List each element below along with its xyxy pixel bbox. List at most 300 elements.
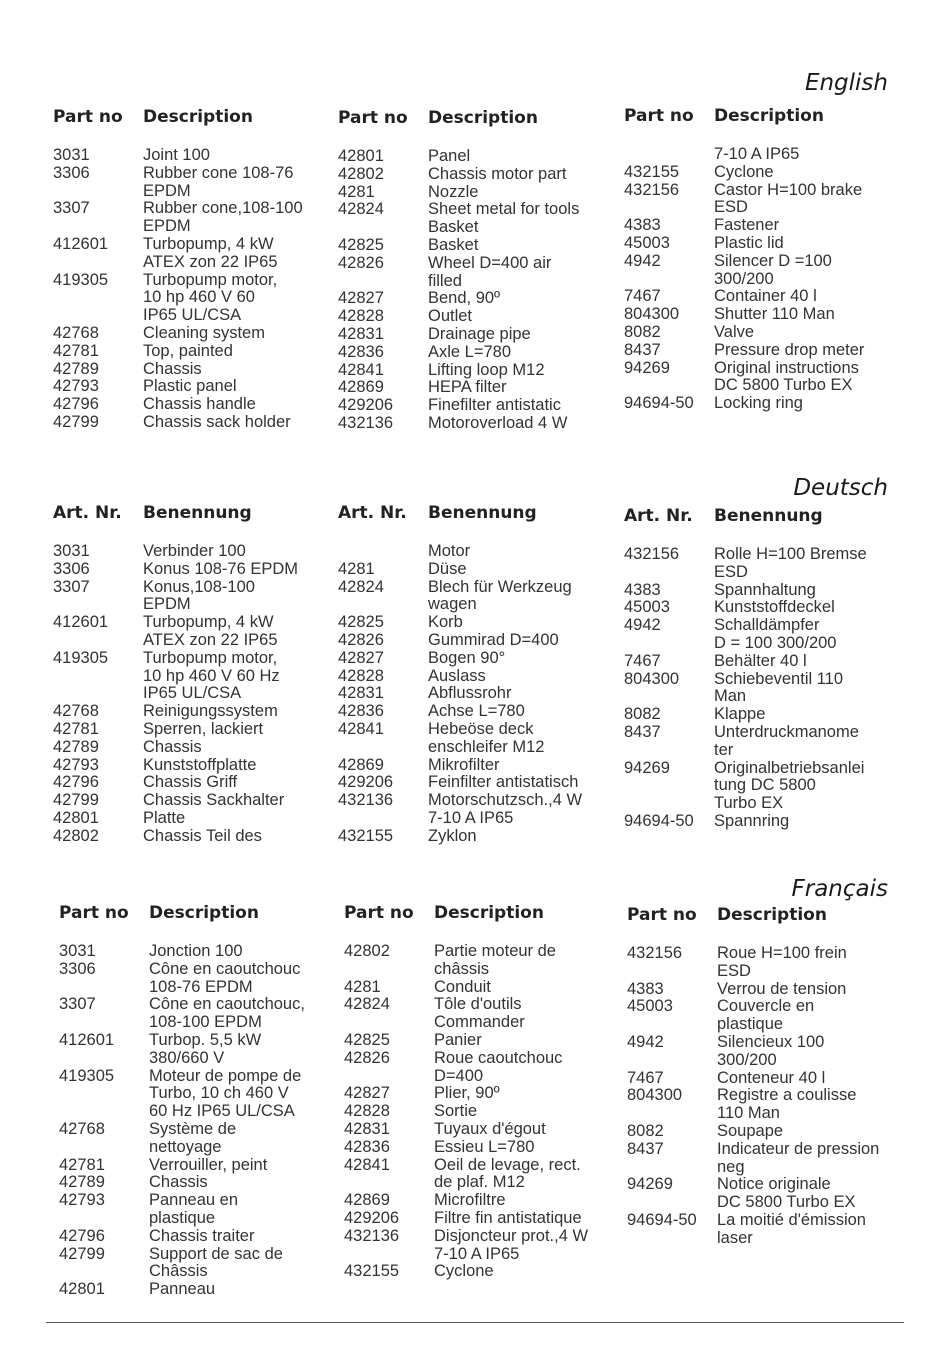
part-number: 42781 — [59, 1155, 105, 1174]
part-number: 42801 — [338, 147, 384, 165]
header-description: Description — [717, 905, 827, 925]
part-number: 42828 — [338, 666, 384, 685]
table-row — [338, 148, 610, 166]
part-description: Essieu L=780 — [434, 1137, 535, 1156]
table-row — [627, 981, 899, 999]
column-header — [53, 503, 325, 527]
table-row — [338, 703, 610, 721]
part-description: Outlet — [428, 307, 473, 326]
part-number: 42799 — [59, 1244, 105, 1263]
table-row — [624, 217, 896, 235]
part-number: 42828 — [344, 1102, 390, 1121]
part-number: 4383 — [627, 979, 664, 998]
part-description: Achse L=780 — [428, 702, 525, 721]
table-row — [624, 235, 896, 253]
part-description: Fastener — [714, 216, 780, 235]
table-row — [338, 344, 610, 362]
table-row — [624, 653, 896, 671]
table-row — [624, 760, 896, 813]
table-row — [53, 414, 325, 432]
table-row — [624, 813, 896, 831]
part-number: 412601 — [53, 234, 109, 253]
parts-list — [59, 943, 331, 1299]
part-number: 42802 — [344, 942, 390, 960]
table-row — [344, 1263, 616, 1281]
header-description: Description — [143, 107, 253, 127]
part-number: 4383 — [624, 216, 661, 235]
part-description: Sortie — [434, 1102, 478, 1121]
part-description: Chassis Sackhalter — [143, 791, 285, 810]
part-description: Partie moteur de châssis — [434, 942, 556, 978]
part-number: 4942 — [627, 1032, 664, 1051]
part-number: 3306 — [59, 959, 96, 978]
part-description: Chassis — [149, 1173, 208, 1192]
table-row — [53, 272, 325, 325]
part-number: 42801 — [53, 808, 99, 827]
part-description: Schalldämpfer D = 100 300/200 — [714, 616, 837, 652]
part-description: Couvercle en plastique — [717, 997, 815, 1034]
table-row — [338, 362, 610, 380]
part-number: 42824 — [338, 577, 384, 596]
part-number: 42831 — [338, 324, 384, 343]
part-description: Turbopump, 4 kW ATEX zon 22 IP65 — [143, 613, 278, 649]
part-number: 3031 — [53, 146, 90, 164]
part-description: Axle L=780 — [428, 342, 512, 361]
table-row — [338, 668, 610, 686]
part-description: HEPA filter — [428, 378, 507, 397]
part-description: Disjoncteur prot.,4 W 7-10 A IP65 — [434, 1226, 589, 1263]
part-number: 42825 — [338, 613, 384, 632]
part-description: Finefilter antistatic — [428, 396, 561, 415]
parts-list — [624, 146, 896, 413]
part-number: 42801 — [59, 1280, 105, 1299]
part-number: 432136 — [338, 791, 394, 810]
table-row — [338, 774, 610, 792]
table-row — [624, 342, 896, 360]
column-header — [338, 108, 610, 132]
table-row — [624, 146, 896, 164]
part-number: 42789 — [59, 1173, 105, 1192]
table-row — [53, 579, 325, 615]
part-description: Top, painted — [143, 341, 233, 360]
part-description: Système de nettoyage — [149, 1119, 237, 1156]
part-description: Sperren, lackiert — [143, 719, 264, 738]
part-number: 432156 — [624, 180, 680, 199]
part-number: 3307 — [59, 995, 96, 1014]
table-row — [59, 1228, 331, 1246]
part-description: Verrou de tension — [717, 979, 847, 998]
part-number: 804300 — [624, 305, 680, 324]
part-description: Zyklon — [428, 826, 477, 845]
part-number: 42793 — [59, 1191, 105, 1210]
header-description: Benennung — [428, 503, 537, 523]
part-number: 42827 — [338, 289, 384, 308]
header-part-number: Part no — [627, 905, 697, 925]
table-row — [624, 360, 896, 396]
table-row — [338, 721, 610, 757]
part-description: Wheel D=400 air filled — [428, 253, 552, 290]
part-number — [624, 146, 714, 164]
part-number: 429206 — [344, 1208, 400, 1227]
parts-list — [53, 147, 325, 432]
part-number: 42802 — [338, 164, 384, 183]
section-title-francais: Français — [791, 876, 888, 902]
part-number: 429206 — [338, 773, 394, 792]
column-header — [59, 903, 331, 927]
part-number: 42768 — [53, 702, 99, 721]
part-number: 4383 — [624, 580, 661, 599]
part-number: 42781 — [53, 341, 99, 360]
part-number: 419305 — [59, 1066, 115, 1085]
section-title-deutsch: Deutsch — [793, 475, 888, 501]
table-row — [627, 1070, 899, 1088]
table-row — [59, 1032, 331, 1068]
part-description: Verbinder 100 — [143, 542, 246, 560]
table-row — [338, 397, 610, 415]
part-number: 42836 — [338, 342, 384, 361]
part-number: 42824 — [344, 995, 390, 1014]
part-description: Düse — [428, 559, 467, 578]
table-row — [624, 671, 896, 707]
table-row — [344, 979, 616, 997]
part-description: Cône en caoutchouc 108-76 EPDM — [149, 959, 301, 996]
part-number: 42825 — [338, 235, 384, 254]
table-row — [53, 325, 325, 343]
part-description: Gummirad D=400 — [428, 630, 559, 649]
part-description: Kunststoffplatte — [143, 755, 257, 774]
table-row — [338, 579, 610, 615]
part-number: 3031 — [59, 942, 96, 960]
table-row — [624, 288, 896, 306]
part-number: 42789 — [53, 737, 99, 756]
part-description: Verrouiller, peint — [149, 1155, 268, 1174]
part-number: 8437 — [624, 340, 661, 359]
table-row — [624, 724, 896, 760]
table-row — [53, 721, 325, 739]
part-number: 42831 — [344, 1119, 390, 1138]
table-row — [59, 961, 331, 997]
table-row — [624, 324, 896, 342]
part-description: Chassis handle — [143, 395, 256, 414]
part-description: Conteneur 40 l — [717, 1068, 826, 1087]
column-header — [624, 506, 896, 530]
part-number: 45003 — [627, 997, 673, 1016]
table-row — [344, 996, 616, 1032]
part-number: 42827 — [344, 1084, 390, 1103]
part-description: Cyclone — [434, 1262, 494, 1281]
table-row — [53, 165, 325, 201]
part-description: Mikrofilter — [428, 755, 500, 774]
table-row — [627, 1087, 899, 1123]
part-number: 42824 — [338, 200, 384, 219]
header-part-number: Part no — [53, 107, 123, 127]
part-number: 432155 — [624, 162, 680, 181]
table-row — [338, 290, 610, 308]
table-row — [53, 828, 325, 846]
part-description: Plastic lid — [714, 233, 784, 252]
table-row — [344, 1139, 616, 1157]
francais-column-3 — [627, 905, 899, 1248]
table-row — [53, 774, 325, 792]
part-description: Feinfilter antistatisch — [428, 773, 579, 792]
table-row — [624, 599, 896, 617]
part-description: Moteur de pompe de Turbo, 10 ch 460 V 60 Hz IP65 UL/CSA — [149, 1066, 302, 1121]
table-row — [627, 1034, 899, 1070]
part-description: Turbop. 5,5 kW 380/660 V — [149, 1030, 262, 1067]
part-number: 4281 — [338, 559, 375, 578]
part-description: Chassis — [143, 359, 202, 378]
table-row — [344, 1032, 616, 1050]
section-title-english: English — [804, 70, 888, 96]
part-description: Chassis — [143, 737, 202, 756]
part-description: Konus,108-100 EPDM — [143, 577, 255, 614]
part-number: 42831 — [338, 684, 384, 703]
part-number: 42796 — [53, 773, 99, 792]
part-number: 94269 — [624, 758, 670, 777]
part-number: 42826 — [338, 630, 384, 649]
table-row — [338, 543, 610, 561]
part-number: 42869 — [338, 755, 384, 774]
table-row — [59, 1246, 331, 1282]
table-row — [338, 255, 610, 291]
part-description: Tôle d'outils Commander — [434, 995, 525, 1032]
table-row — [344, 1103, 616, 1121]
english-column-2 — [338, 108, 610, 433]
part-number: 4281 — [344, 977, 381, 996]
part-description: Spannhaltung — [714, 580, 816, 599]
parts-list — [624, 546, 896, 831]
table-row — [627, 1212, 899, 1248]
table-row — [624, 706, 896, 724]
table-row — [338, 415, 610, 433]
part-description: Panier — [434, 1030, 482, 1049]
part-number: 3306 — [53, 163, 90, 182]
part-description: Schiebeventil 110 Man — [714, 669, 844, 706]
part-number: 432155 — [338, 826, 394, 845]
part-number: 419305 — [53, 648, 109, 667]
table-row — [338, 757, 610, 775]
part-description: Panneau — [149, 1280, 216, 1299]
table-row — [624, 182, 896, 218]
table-row — [624, 582, 896, 600]
part-description: Indicateur de pression neg — [717, 1139, 880, 1176]
header-description: Description — [434, 903, 544, 923]
table-row — [53, 614, 325, 650]
deutsch-column-2 — [338, 503, 610, 846]
part-description: Valve — [714, 322, 755, 341]
part-description: Abflussrohr — [428, 684, 512, 703]
part-number: 7467 — [624, 651, 661, 670]
part-description: Lifting loop M12 — [428, 360, 545, 379]
table-row — [338, 685, 610, 703]
table-row — [624, 306, 896, 324]
part-description: Support de sac de Châssis — [149, 1244, 283, 1281]
part-number: 42793 — [53, 377, 99, 396]
table-row — [59, 1192, 331, 1228]
table-row — [53, 200, 325, 236]
francais-column-1 — [59, 903, 331, 1299]
part-number: 94269 — [627, 1175, 673, 1194]
part-description: Motorschutzsch.,4 W 7-10 A IP65 — [428, 791, 583, 827]
table-row — [53, 757, 325, 775]
part-number: 42796 — [53, 395, 99, 414]
table-row — [624, 546, 896, 582]
part-number: 42841 — [338, 360, 384, 379]
part-number: 42869 — [344, 1191, 390, 1210]
part-number: 42781 — [53, 719, 99, 738]
part-description: Notice originale DC 5800 Turbo EX — [717, 1175, 856, 1212]
table-row — [53, 543, 325, 561]
header-part-number: Art. Nr. — [624, 506, 693, 526]
part-number: 3307 — [53, 199, 90, 218]
part-number: 94694-50 — [624, 811, 694, 830]
parts-list — [344, 943, 616, 1281]
part-number: 412601 — [59, 1030, 115, 1049]
part-description: Nozzle — [428, 182, 479, 201]
part-number: 8082 — [627, 1121, 664, 1140]
table-row — [627, 1141, 899, 1177]
table-row — [338, 308, 610, 326]
header-description: Benennung — [714, 506, 823, 526]
part-description: Oeil de levage, rect. de plaf. M12 — [434, 1155, 581, 1192]
table-row — [53, 236, 325, 272]
francais-column-2 — [344, 903, 616, 1281]
table-row — [59, 1174, 331, 1192]
table-row — [344, 1192, 616, 1210]
table-row — [338, 184, 610, 202]
part-description: Rubber cone,108-100 EPDM — [143, 199, 303, 236]
part-number: 3031 — [53, 542, 90, 560]
table-row — [53, 703, 325, 721]
part-description: La moitié d'émission laser — [717, 1210, 866, 1247]
header-part-number: Art. Nr. — [53, 503, 122, 523]
table-row — [338, 828, 610, 846]
part-number: 42825 — [344, 1030, 390, 1049]
part-description: Chassis Griff — [143, 773, 238, 792]
part-description: Klappe — [714, 705, 766, 724]
part-number: 42799 — [53, 791, 99, 810]
part-description: Motor — [428, 542, 471, 560]
part-description: Microfiltre — [434, 1191, 506, 1210]
part-number: 42827 — [338, 648, 384, 667]
table-row — [338, 326, 610, 344]
part-description: Behälter 40 l — [714, 651, 807, 670]
part-description: Motoroverload 4 W — [428, 413, 568, 432]
table-row — [627, 998, 899, 1034]
table-row — [344, 1210, 616, 1228]
part-number: 432155 — [344, 1262, 400, 1281]
part-description: Jonction 100 — [149, 942, 243, 960]
part-description: Blech für Werkzeug wagen — [428, 577, 572, 614]
english-column-1 — [53, 107, 325, 432]
table-row — [338, 237, 610, 255]
table-row — [53, 361, 325, 379]
part-description: Sheet metal for tools Basket — [428, 200, 580, 237]
column-header — [627, 905, 899, 929]
header-description: Description — [149, 903, 259, 923]
part-description: Cône en caoutchouc, 108-100 EPDM — [149, 995, 305, 1032]
part-number: 42841 — [344, 1155, 390, 1174]
part-description: Spannring — [714, 811, 790, 830]
table-row — [59, 1281, 331, 1299]
part-number: 94694-50 — [627, 1210, 697, 1229]
part-description: Auslass — [428, 666, 486, 685]
part-number — [338, 543, 428, 561]
footer-rule — [46, 1322, 904, 1323]
table-row — [53, 650, 325, 703]
table-row — [338, 632, 610, 650]
table-row — [344, 1085, 616, 1103]
table-row — [624, 395, 896, 413]
part-number: 8082 — [624, 705, 661, 724]
part-number: 42768 — [53, 323, 99, 342]
part-description: Roue caoutchouc D=400 — [434, 1048, 563, 1085]
part-number: 4281 — [338, 182, 375, 201]
part-description: Bend, 90º — [428, 289, 501, 308]
part-number: 8437 — [624, 722, 661, 741]
part-description: Panel — [428, 147, 471, 165]
part-description: Chassis sack holder — [143, 412, 291, 431]
table-row — [53, 792, 325, 810]
part-description: Bogen 90° — [428, 648, 506, 667]
table-row — [338, 792, 610, 828]
part-description: Castor H=100 brake ESD — [714, 180, 863, 217]
part-description: Plier, 90º — [434, 1084, 500, 1103]
part-description: Turbopump motor, 10 hp 460 V 60 IP65 UL/CSA — [143, 270, 278, 325]
part-number: 45003 — [624, 598, 670, 617]
part-description: Original instructions DC 5800 Turbo EX — [714, 358, 859, 395]
part-number: 8082 — [624, 322, 661, 341]
part-description: Registre a coulisse 110 Man — [717, 1086, 857, 1123]
table-row — [59, 996, 331, 1032]
part-number: 7467 — [624, 287, 661, 306]
column-header — [344, 903, 616, 927]
part-number: 804300 — [624, 669, 680, 688]
table-row — [344, 1121, 616, 1139]
part-description: Hebeöse deck enschleifer M12 — [428, 719, 545, 756]
part-description: Chassis Teil des — [143, 826, 262, 845]
part-number: 42789 — [53, 359, 99, 378]
part-description: Panneau en plastique — [149, 1191, 239, 1227]
table-row — [624, 617, 896, 653]
part-description: Originalbetriebsanlei tung DC 5800 Turbo EX — [714, 758, 865, 813]
part-number: 94269 — [624, 358, 670, 377]
part-description: Platte — [143, 808, 186, 827]
header-part-number: Part no — [344, 903, 414, 923]
part-number: 4942 — [624, 616, 661, 635]
part-number: 42828 — [338, 307, 384, 326]
table-row — [624, 164, 896, 182]
part-description: Shutter 110 Man — [714, 305, 835, 324]
part-description: Cyclone — [714, 162, 774, 181]
part-number: 45003 — [624, 233, 670, 252]
part-number: 42768 — [59, 1119, 105, 1138]
part-description: Chassis traiter — [149, 1226, 255, 1245]
part-description: Rubber cone 108-76 EPDM — [143, 163, 294, 200]
header-part-number: Part no — [338, 108, 408, 128]
part-number: 412601 — [53, 613, 109, 632]
part-description: Pressure drop meter — [714, 340, 865, 359]
column-header — [338, 503, 610, 527]
table-row — [338, 561, 610, 579]
table-row — [338, 166, 610, 184]
table-row — [338, 650, 610, 668]
table-row — [338, 201, 610, 237]
table-row — [53, 343, 325, 361]
part-number: 42836 — [338, 702, 384, 721]
table-row — [338, 379, 610, 397]
part-description: Joint 100 — [143, 146, 210, 164]
